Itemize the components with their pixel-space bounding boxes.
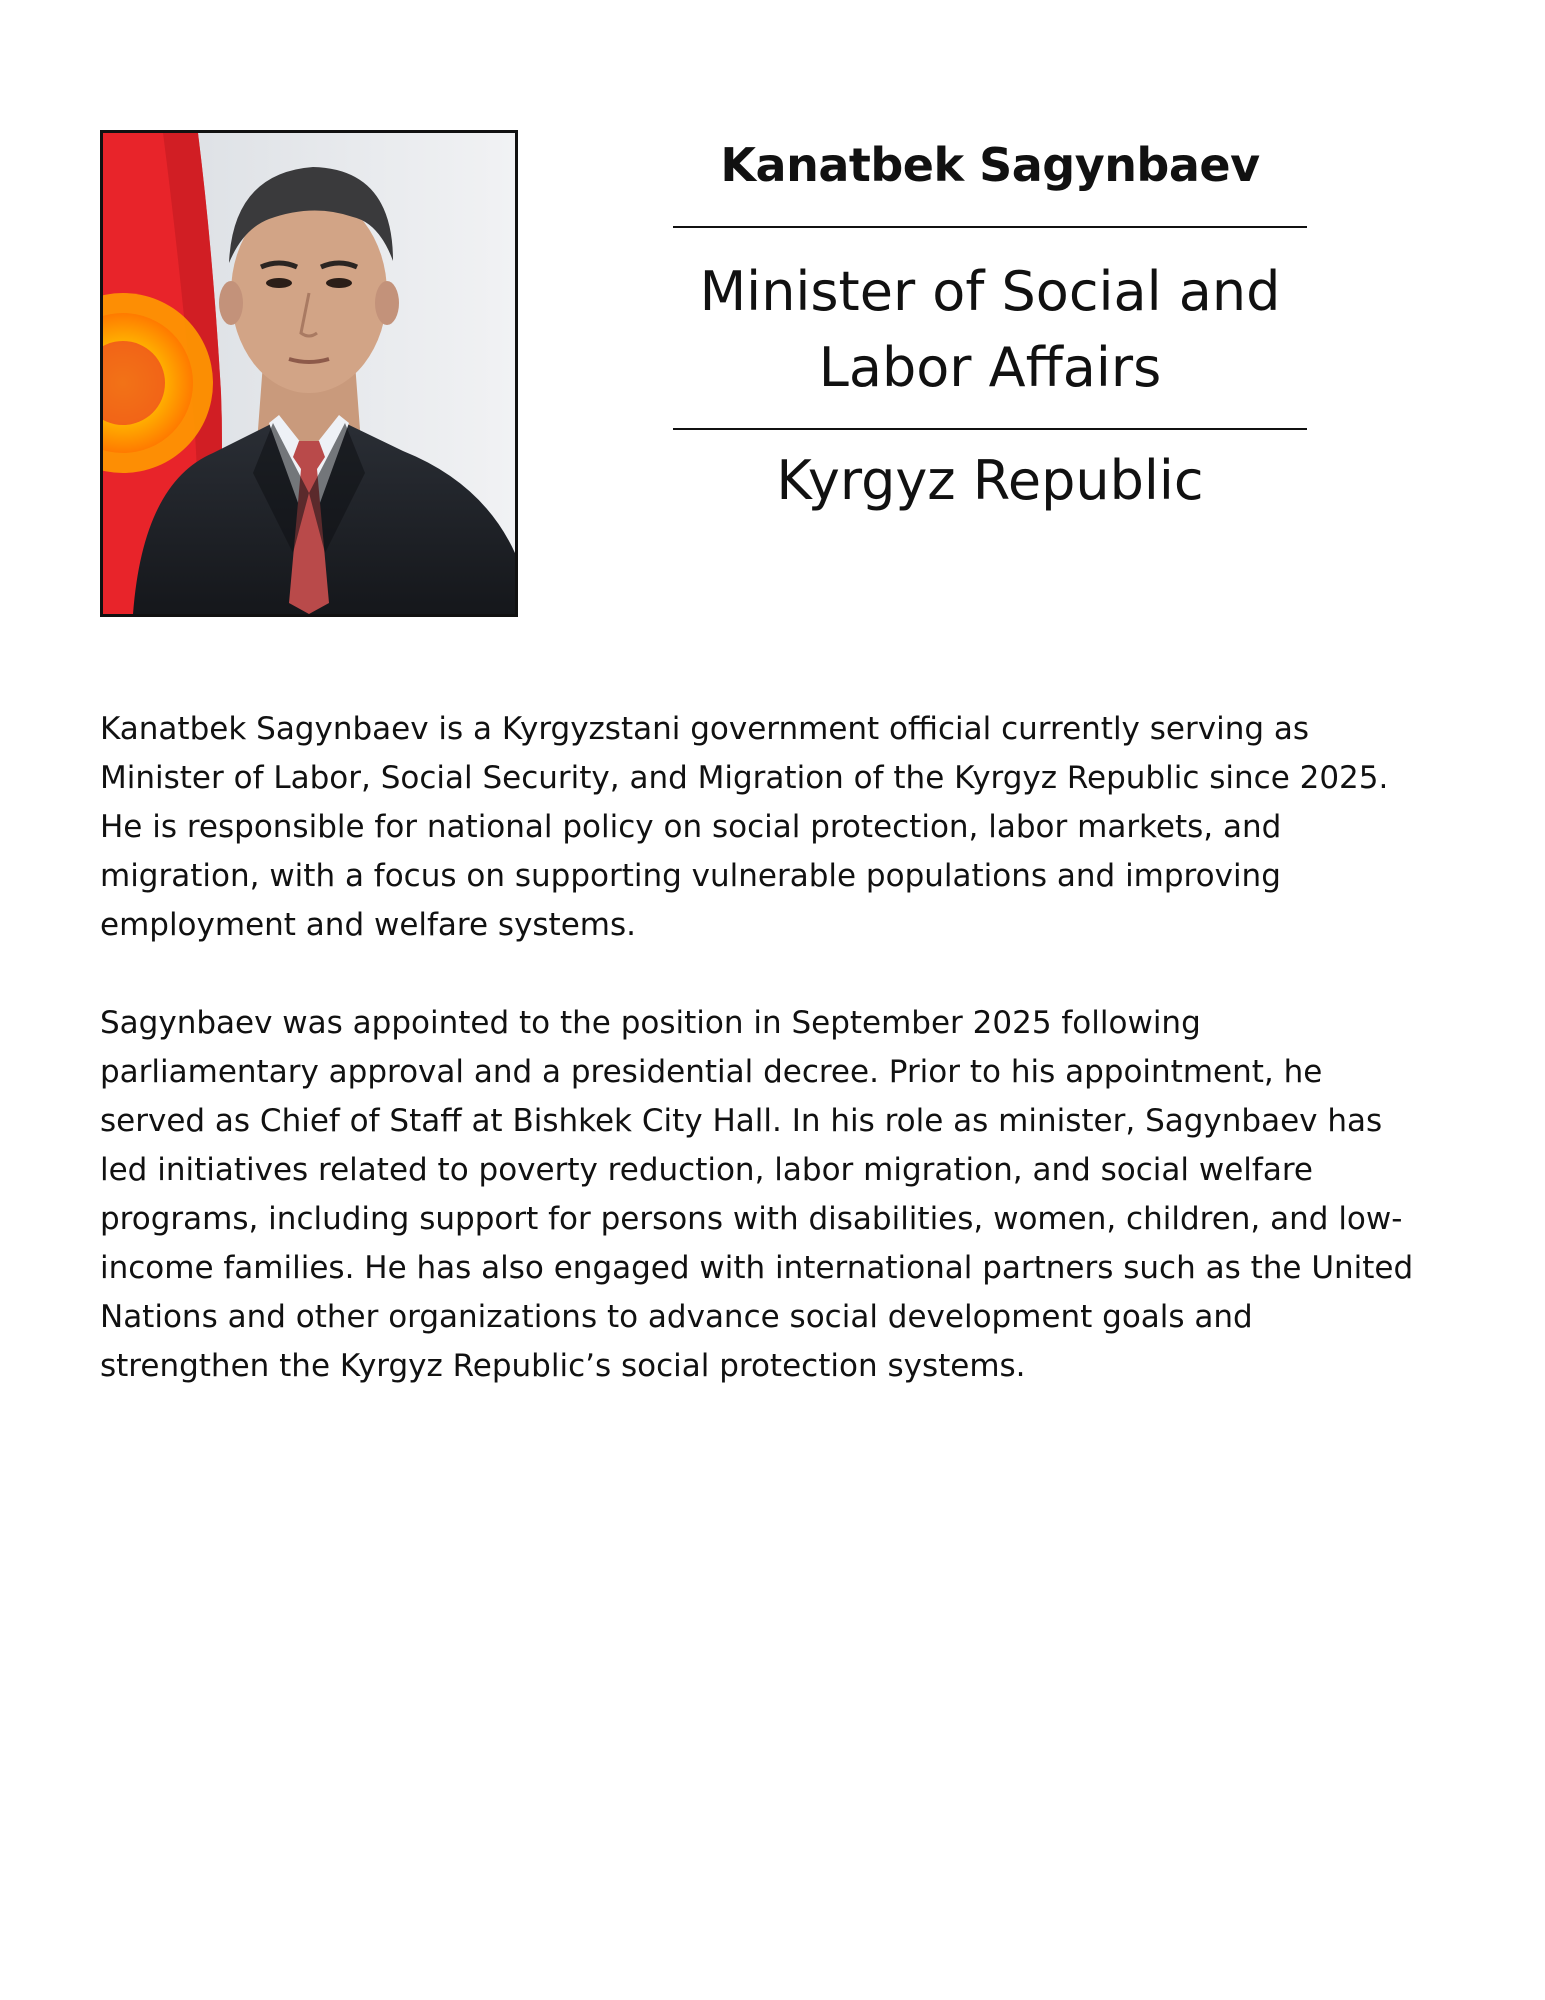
biography <box>100 705 1420 1440</box>
portrait-image <box>103 133 515 614</box>
job-title: Minister of Social and Labor Affairs <box>699 260 1281 399</box>
profile-header <box>620 130 1360 512</box>
person-name: Kanatbek Sagynbaev <box>720 138 1260 192</box>
bio-paragraph: Kanatbek Sagynbaev is a Kyrgyzstani government official currently serving as Minister of Labor, Social Security, and Migration of the Kyrgyz Republic since 2025. He is responsible for national policy on social protection, labor markets, and migration, with a focus on supporting vulnerable populations and improving employment and welfare systems. <box>100 711 1389 943</box>
portrait-photo <box>100 130 518 617</box>
divider <box>673 226 1307 228</box>
bio-paragraph: Sagynbaev was appointed to the position in September 2025 following parliamentary approval and a presidential decree. Prior to his appointment, he served as Chief of Staff at Bishkek City Hall. In his role as minister, Sagynbaev has led initiatives related to poverty reduction, labor migration, and social welfare programs, including support for persons with disabilities, women, children, and low-income families. He has also engaged with international partners such as the United Nations and other organizations to advance social development goals and strengthen the Kyrgyz Republic’s social protection systems. <box>100 1005 1414 1384</box>
divider <box>673 428 1307 430</box>
country-name: Kyrgyz Republic <box>776 449 1204 512</box>
